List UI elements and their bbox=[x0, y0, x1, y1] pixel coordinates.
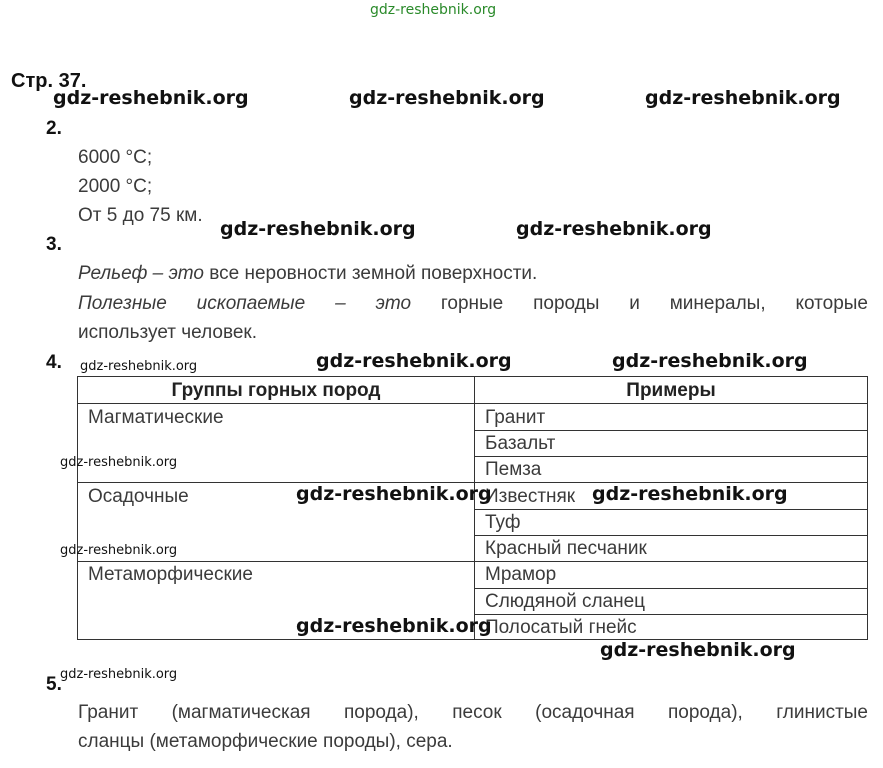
watermark: gdz-reshebnik.org bbox=[592, 483, 788, 505]
rock-example: Пемза bbox=[485, 459, 542, 480]
definition-minerals: Полезные ископаемые – это горные породы и минералы, которые bbox=[78, 293, 868, 314]
watermark: gdz-reshebnik.org bbox=[316, 350, 512, 372]
rock-example: Мрамор bbox=[485, 564, 557, 585]
table-header: Группы горных пород bbox=[171, 380, 381, 401]
answer-line: От 5 до 75 км. bbox=[78, 205, 203, 226]
answer-text: сланцы (метаморфические породы), сера. bbox=[78, 731, 453, 752]
rock-group-name: Метаморфические bbox=[88, 564, 253, 585]
table-header: Примеры bbox=[626, 380, 716, 401]
watermark: gdz-reshebnik.org bbox=[296, 483, 492, 505]
watermark: gdz-reshebnik.org bbox=[645, 87, 841, 109]
answer-line: 2000 °С; bbox=[78, 176, 153, 197]
watermark-top: gdz-reshebnik.org bbox=[370, 2, 497, 18]
watermark: gdz-reshebnik.org bbox=[220, 218, 416, 240]
rock-example: Слюдяной сланец bbox=[485, 591, 646, 612]
rock-group-name: Осадочные bbox=[88, 486, 189, 507]
rock-example: Полосатый гнейс bbox=[485, 617, 637, 638]
watermark: gdz-reshebnik.org bbox=[612, 350, 808, 372]
watermark: gdz-reshebnik.org bbox=[53, 87, 249, 109]
rock-example: Туф bbox=[485, 512, 521, 533]
rock-example: Гранит bbox=[485, 407, 546, 428]
watermark: gdz-reshebnik.org bbox=[60, 455, 178, 470]
watermark: gdz-reshebnik.org bbox=[60, 667, 178, 682]
question-number-4: 4. bbox=[46, 352, 62, 373]
rock-example: Базальт bbox=[485, 433, 556, 454]
watermark: gdz-reshebnik.org bbox=[296, 615, 492, 637]
watermark: gdz-reshebnik.org bbox=[600, 639, 796, 661]
watermark: gdz-reshebnik.org bbox=[80, 359, 198, 374]
definition-relief: Рельеф – это все неровности земной поверхности. bbox=[78, 263, 538, 284]
rock-group-name: Магматические bbox=[88, 407, 224, 428]
definition-minerals-cont: использует человек. bbox=[78, 322, 257, 343]
question-number-5: 5. bbox=[46, 674, 62, 695]
answer-text: Гранит (магматическая порода), песок (осадочная порода), глинистые bbox=[78, 702, 868, 723]
question-number-3: 3. bbox=[46, 234, 62, 255]
watermark: gdz-reshebnik.org bbox=[349, 87, 545, 109]
answer-line: 6000 °С; bbox=[78, 147, 153, 168]
watermark: gdz-reshebnik.org bbox=[60, 543, 178, 558]
page-label: Стр. 37. bbox=[11, 70, 87, 92]
watermark: gdz-reshebnik.org bbox=[516, 218, 712, 240]
question-number-2: 2. bbox=[46, 118, 62, 139]
rock-example: Известняк bbox=[485, 486, 576, 507]
rock-example: Красный песчаник bbox=[485, 538, 647, 559]
